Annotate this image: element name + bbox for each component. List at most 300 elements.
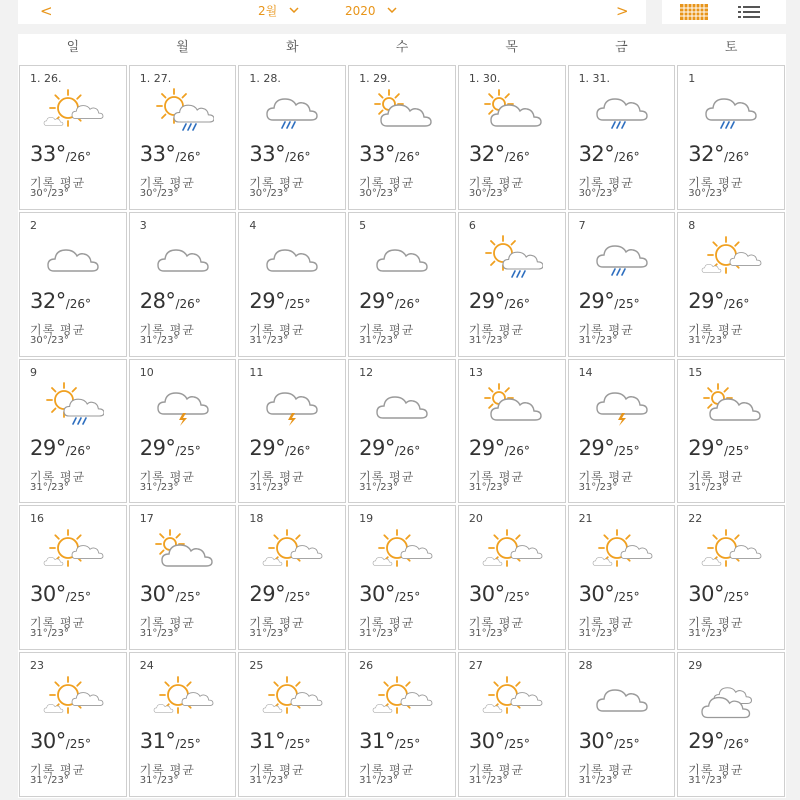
day-cell[interactable] [348, 359, 456, 504]
cloud-rain-icon [591, 88, 653, 132]
day-temperature [359, 289, 420, 313]
day-temperature [688, 729, 749, 753]
low-temperature: /26° [394, 443, 421, 458]
day-cell[interactable] [238, 505, 346, 650]
historical-average-label: 기록 평균 [30, 176, 86, 190]
low-temperature: /26° [724, 296, 750, 311]
monthly-weather-calendar [18, 34, 786, 798]
day-temperature [688, 436, 749, 460]
month-select[interactable] [258, 3, 299, 19]
low-temperature: /26° [65, 296, 92, 311]
historical-average-values: 31°/23° [359, 334, 398, 346]
day-cell[interactable] [568, 652, 676, 797]
high-temperature: 29° [359, 288, 395, 313]
day-cell[interactable] [458, 212, 566, 357]
high-temperature: 32° [30, 288, 66, 313]
historical-average-values: 30°/23° [688, 188, 728, 199]
cloud-thunder-icon [591, 382, 653, 426]
day-date: 1. 29. [359, 72, 391, 85]
sun-cloud-rain-icon [42, 382, 104, 426]
sun-cloud-icon [42, 528, 104, 572]
low-temperature: /26° [175, 150, 201, 164]
historical-average-label: 기록 평균 [139, 176, 195, 190]
high-temperature: 29° [359, 435, 395, 460]
cloud-rain-icon [700, 88, 762, 132]
high-temperature: 28° [139, 288, 176, 313]
list-view-button[interactable] [738, 4, 760, 23]
day-temperature [579, 436, 640, 460]
low-temperature: /25° [285, 296, 311, 311]
day-temperature [140, 582, 201, 606]
historical-average-label: 기록 평균 [249, 469, 305, 484]
historical-average-label: 기록 평균 [688, 322, 744, 337]
cloud-icon [371, 382, 433, 426]
cloud-icon [591, 675, 653, 719]
historical-average-label: 기록 평균 [139, 322, 195, 337]
cloud-icon [42, 235, 104, 279]
day-cell[interactable] [677, 652, 785, 797]
historical-average-values: 30°/23° [359, 188, 398, 199]
low-temperature: /25° [614, 296, 640, 311]
calendar-view-button[interactable] [680, 4, 708, 24]
high-temperature: 31° [359, 729, 395, 754]
day-cell[interactable] [568, 212, 676, 357]
day-cell[interactable] [19, 212, 127, 357]
day-temperature [579, 582, 640, 606]
day-cell[interactable] [129, 505, 237, 650]
day-temperature [469, 729, 530, 753]
day-temperature [30, 582, 91, 606]
low-temperature: /25° [65, 737, 92, 752]
day-temperature [30, 142, 91, 166]
historical-average-label: 기록 평균 [359, 469, 415, 484]
day-temperature [249, 729, 310, 753]
sun-cloud-icon [700, 528, 762, 572]
day-temperature [359, 436, 420, 460]
day-date: 13 [468, 365, 483, 379]
historical-average-label: 기록 평균 [249, 322, 305, 337]
day-temperature [249, 582, 310, 606]
historical-average-label: 기록 평균 [139, 469, 195, 484]
sun-cloud-icon [371, 528, 433, 572]
day-temperature [140, 436, 201, 460]
day-temperature [579, 289, 640, 313]
day-cell[interactable] [677, 65, 785, 210]
day-date: 9 [30, 365, 37, 379]
high-temperature: 29° [139, 435, 176, 460]
high-temperature: 30° [359, 582, 395, 607]
day-date: 4 [249, 218, 257, 232]
day-cell[interactable] [677, 212, 785, 357]
day-cell[interactable] [19, 359, 127, 504]
historical-average-values: 31°/23° [359, 775, 398, 787]
weekday-label: 수 [395, 40, 409, 55]
high-temperature: 30° [688, 582, 725, 607]
high-temperature: 29° [249, 288, 286, 313]
view-toggle-bar [662, 0, 786, 24]
day-temperature [249, 289, 310, 313]
low-temperature: /25° [285, 737, 311, 752]
day-cell[interactable] [568, 505, 676, 650]
historical-average-values: 31°/23° [139, 481, 179, 493]
historical-average-label: 기록 평균 [139, 763, 195, 778]
historical-average-label: 기록 평균 [30, 763, 86, 778]
day-cell[interactable] [129, 652, 237, 797]
day-cell[interactable] [129, 212, 237, 357]
historical-average-values: 31°/23° [249, 775, 289, 787]
historical-average-values: 31°/23° [468, 481, 508, 493]
day-date: 14 [578, 365, 593, 379]
historical-average-values: 31°/23° [249, 334, 289, 346]
day-date: 27 [468, 659, 483, 673]
day-temperature [140, 142, 201, 166]
low-temperature: /26° [724, 150, 750, 164]
high-temperature: 29° [688, 288, 725, 313]
year-select[interactable] [345, 3, 397, 19]
day-cell[interactable] [568, 359, 676, 504]
historical-average-values: 31°/23° [30, 628, 69, 640]
day-temperature [688, 289, 749, 313]
high-temperature: 33° [249, 142, 286, 166]
low-temperature: /26° [614, 150, 640, 164]
historical-average-label: 기록 평균 [468, 616, 525, 631]
high-temperature: 29° [249, 435, 286, 460]
weekday-label: 토 [724, 40, 738, 55]
low-temperature: /26° [285, 150, 311, 164]
low-temperature: /26° [65, 443, 92, 458]
day-date: 18 [249, 512, 264, 526]
historical-average-values: 31°/23° [578, 775, 618, 787]
sun-cloud-rain-icon [152, 88, 214, 132]
day-date: 7 [578, 218, 586, 232]
historical-average-values: 31°/23° [468, 334, 508, 346]
low-temperature: /25° [175, 590, 201, 605]
low-temperature: /26° [285, 443, 311, 458]
cloud-thunder-icon [152, 382, 214, 426]
historical-average-label: 기록 평균 [139, 616, 195, 631]
historical-average-values: 31°/23° [468, 628, 508, 640]
day-date: 1. 26. [30, 72, 62, 85]
weekday-label: 화 [286, 40, 299, 55]
day-date: 20 [468, 512, 483, 526]
sun-cloud-icon [261, 528, 323, 572]
day-cell[interactable] [348, 505, 456, 650]
cloud-thunder-icon [261, 382, 323, 426]
historical-average-label: 기록 평균 [359, 763, 415, 778]
day-cell[interactable] [238, 212, 346, 357]
day-temperature [469, 436, 530, 460]
day-temperature [469, 142, 530, 166]
cloudy-icon [700, 675, 762, 719]
historical-average-label: 기록 평균 [30, 322, 86, 337]
day-date: 29 [688, 659, 703, 673]
day-date: 1. 27. [139, 72, 172, 85]
historical-average-values: 31°/23° [359, 481, 398, 493]
high-temperature: 30° [139, 582, 176, 607]
day-date: 1 [688, 72, 696, 85]
low-temperature: /25° [724, 590, 750, 605]
sun-cloud-icon [481, 528, 543, 572]
historical-average-label: 기록 평균 [468, 322, 525, 337]
historical-average-label: 기록 평균 [578, 616, 634, 631]
low-temperature: /25° [285, 590, 311, 605]
day-temperature [359, 582, 420, 606]
historical-average-label: 기록 평균 [30, 616, 86, 631]
cloud-icon [152, 235, 214, 279]
day-temperature [30, 729, 91, 753]
day-cell[interactable] [458, 505, 566, 650]
historical-average-label: 기록 평균 [688, 763, 744, 778]
low-temperature: /25° [394, 737, 421, 752]
day-temperature [30, 289, 91, 313]
partly-cloudy-icon [481, 88, 543, 132]
day-temperature [249, 436, 310, 460]
high-temperature: 33° [30, 142, 66, 166]
day-cell[interactable] [348, 65, 456, 210]
day-cell[interactable] [677, 505, 785, 650]
historical-average-values: 31°/23° [30, 481, 69, 493]
historical-average-label: 기록 평균 [249, 176, 305, 190]
historical-average-values: 30°/23° [578, 188, 618, 199]
weekday-label: 목 [505, 40, 518, 55]
next-month-button[interactable]: > [616, 2, 629, 20]
historical-average-values: 31°/23° [688, 775, 728, 787]
day-cell[interactable] [458, 359, 566, 504]
day-cell[interactable] [238, 652, 346, 797]
high-temperature: 31° [139, 729, 176, 754]
low-temperature: /25° [504, 590, 530, 605]
day-date: 25 [249, 659, 264, 673]
historical-average-values: 30°/23° [30, 334, 69, 346]
day-cell[interactable] [19, 652, 127, 797]
day-temperature [140, 289, 201, 313]
sun-cloud-icon [591, 528, 653, 572]
low-temperature: /26° [504, 296, 530, 311]
historical-average-label: 기록 평균 [359, 322, 415, 337]
day-temperature [30, 436, 91, 460]
high-temperature: 30° [468, 582, 505, 607]
partly-cloudy-icon [371, 88, 433, 132]
day-date: 6 [468, 218, 476, 232]
day-date: 1. 31. [578, 72, 611, 85]
day-temperature [469, 289, 530, 313]
low-temperature: /25° [175, 737, 201, 752]
high-temperature: 29° [468, 435, 505, 460]
high-temperature: 29° [688, 729, 725, 754]
day-temperature [579, 729, 640, 753]
weekday-header [18, 34, 786, 64]
sun-cloud-icon [371, 675, 433, 719]
historical-average-label: 기록 평균 [578, 322, 634, 337]
weekday-label: 일 [66, 40, 80, 55]
sun-cloud-icon [261, 675, 323, 719]
day-date: 12 [359, 365, 374, 379]
month-navigation-bar [18, 0, 646, 24]
day-temperature [359, 729, 420, 753]
day-temperature [140, 729, 201, 753]
low-temperature: /26° [724, 737, 750, 752]
historical-average-label: 기록 평균 [249, 763, 305, 778]
historical-average-values: 31°/23° [359, 628, 398, 640]
sun-cloud-icon [152, 675, 214, 719]
high-temperature: 30° [578, 582, 615, 607]
historical-average-values: 31°/23° [688, 481, 728, 493]
historical-average-label: 기록 평균 [30, 469, 86, 484]
day-cell[interactable] [348, 652, 456, 797]
high-temperature: 29° [249, 582, 286, 607]
sun-cloud-rain-icon [481, 235, 543, 279]
low-temperature: /25° [504, 737, 530, 752]
day-temperature [579, 142, 640, 166]
historical-average-label: 기록 평균 [688, 469, 744, 484]
previous-month-button[interactable]: < [40, 2, 53, 20]
high-temperature: 29° [578, 288, 615, 313]
day-date: 15 [688, 365, 703, 379]
high-temperature: 32° [688, 142, 725, 166]
historical-average-label: 기록 평균 [359, 176, 415, 190]
weekday-label: 금 [615, 40, 628, 55]
sun-cloud-icon [700, 235, 762, 279]
high-temperature: 29° [688, 435, 725, 460]
historical-average-values: 31°/23° [578, 334, 618, 346]
low-temperature: /25° [394, 590, 421, 605]
partly-cloudy-icon [700, 382, 762, 426]
sun-cloud-icon [42, 88, 104, 132]
day-date: 22 [688, 512, 703, 526]
calendar-grid-icon [680, 4, 708, 20]
cloud-icon [371, 235, 433, 279]
day-date: 26 [359, 659, 374, 673]
day-date: 28 [578, 659, 593, 673]
cloud-icon [261, 235, 323, 279]
day-cell[interactable] [238, 359, 346, 504]
sun-cloud-icon [481, 675, 543, 719]
historical-average-label: 기록 평균 [688, 616, 744, 631]
day-date: 5 [359, 218, 367, 232]
day-date: 1. 30. [468, 72, 501, 85]
historical-average-values: 31°/23° [249, 481, 289, 493]
low-temperature: /26° [504, 443, 530, 458]
high-temperature: 33° [139, 142, 176, 166]
day-cell[interactable] [238, 65, 346, 210]
low-temperature: /25° [65, 590, 92, 605]
historical-average-values: 31°/23° [139, 628, 179, 640]
day-date: 10 [139, 365, 154, 379]
day-cell[interactable] [19, 65, 127, 210]
historical-average-label: 기록 평균 [578, 176, 634, 190]
day-date: 2 [30, 218, 37, 232]
partly-cloudy-icon [481, 382, 543, 426]
high-temperature: 32° [578, 142, 615, 166]
cloud-rain-icon [261, 88, 323, 132]
day-temperature [688, 142, 749, 166]
low-temperature: /25° [175, 443, 201, 458]
list-icon [738, 5, 760, 19]
high-temperature: 33° [359, 142, 395, 166]
chevron-down-icon [387, 7, 397, 13]
high-temperature: 30° [578, 729, 615, 754]
year-select-label: 2020 [345, 4, 376, 18]
low-temperature: /25° [614, 443, 640, 458]
historical-average-values: 30°/23° [139, 188, 179, 199]
high-temperature: 29° [30, 435, 66, 460]
day-cell[interactable] [19, 505, 127, 650]
day-date: 21 [578, 512, 593, 526]
day-grid [18, 64, 786, 798]
day-cell[interactable] [348, 212, 456, 357]
high-temperature: 30° [30, 729, 66, 754]
historical-average-values: 30°/23° [249, 188, 289, 199]
day-cell[interactable] [129, 359, 237, 504]
day-cell[interactable] [568, 65, 676, 210]
historical-average-label: 기록 평균 [468, 763, 525, 778]
historical-average-values: 30°/23° [468, 188, 508, 199]
day-temperature [249, 142, 310, 166]
day-temperature [688, 582, 749, 606]
high-temperature: 30° [30, 582, 66, 607]
historical-average-values: 31°/23° [688, 628, 728, 640]
cloud-rain-icon [591, 235, 653, 279]
month-select-label: 2월 [258, 4, 278, 18]
low-temperature: /25° [614, 737, 640, 752]
day-date: 1. 28. [249, 72, 281, 85]
day-cell[interactable] [129, 65, 237, 210]
weekday-label: 월 [176, 40, 189, 55]
historical-average-label: 기록 평균 [688, 176, 744, 190]
historical-average-values: 31°/23° [468, 775, 508, 787]
low-temperature: /26° [175, 296, 201, 311]
day-temperature [359, 142, 420, 166]
day-date: 8 [688, 218, 696, 232]
day-date: 16 [30, 512, 44, 526]
high-temperature: 29° [468, 288, 505, 313]
day-cell[interactable] [458, 652, 566, 797]
low-temperature: /26° [65, 150, 92, 164]
low-temperature: /26° [504, 150, 530, 164]
partly-cloudy-icon [152, 528, 214, 572]
historical-average-label: 기록 평균 [578, 763, 634, 778]
high-temperature: 30° [468, 729, 505, 754]
day-date: 19 [359, 512, 374, 526]
historical-average-values: 31°/23° [578, 481, 618, 493]
high-temperature: 29° [578, 435, 615, 460]
day-cell[interactable] [458, 65, 566, 210]
day-temperature [469, 582, 530, 606]
day-date: 23 [30, 659, 44, 673]
low-temperature: /25° [614, 590, 640, 605]
low-temperature: /25° [724, 443, 750, 458]
historical-average-label: 기록 평균 [359, 616, 415, 631]
historical-average-values: 31°/23° [249, 628, 289, 640]
high-temperature: 32° [468, 142, 505, 166]
historical-average-values: 31°/23° [139, 334, 179, 346]
historical-average-label: 기록 평균 [249, 616, 305, 631]
sun-cloud-icon [42, 675, 104, 719]
historical-average-values: 31°/23° [139, 775, 179, 787]
historical-average-values: 31°/23° [578, 628, 618, 640]
day-date: 3 [139, 218, 147, 232]
historical-average-label: 기록 평균 [578, 469, 634, 484]
day-date: 11 [249, 365, 264, 379]
low-temperature: /26° [394, 296, 421, 311]
historical-average-values: 31°/23° [688, 334, 728, 346]
day-date: 24 [139, 659, 154, 673]
chevron-down-icon [289, 7, 299, 13]
historical-average-label: 기록 평균 [468, 469, 525, 484]
day-cell[interactable] [677, 359, 785, 504]
day-date: 17 [139, 512, 154, 526]
low-temperature: /26° [394, 150, 421, 164]
